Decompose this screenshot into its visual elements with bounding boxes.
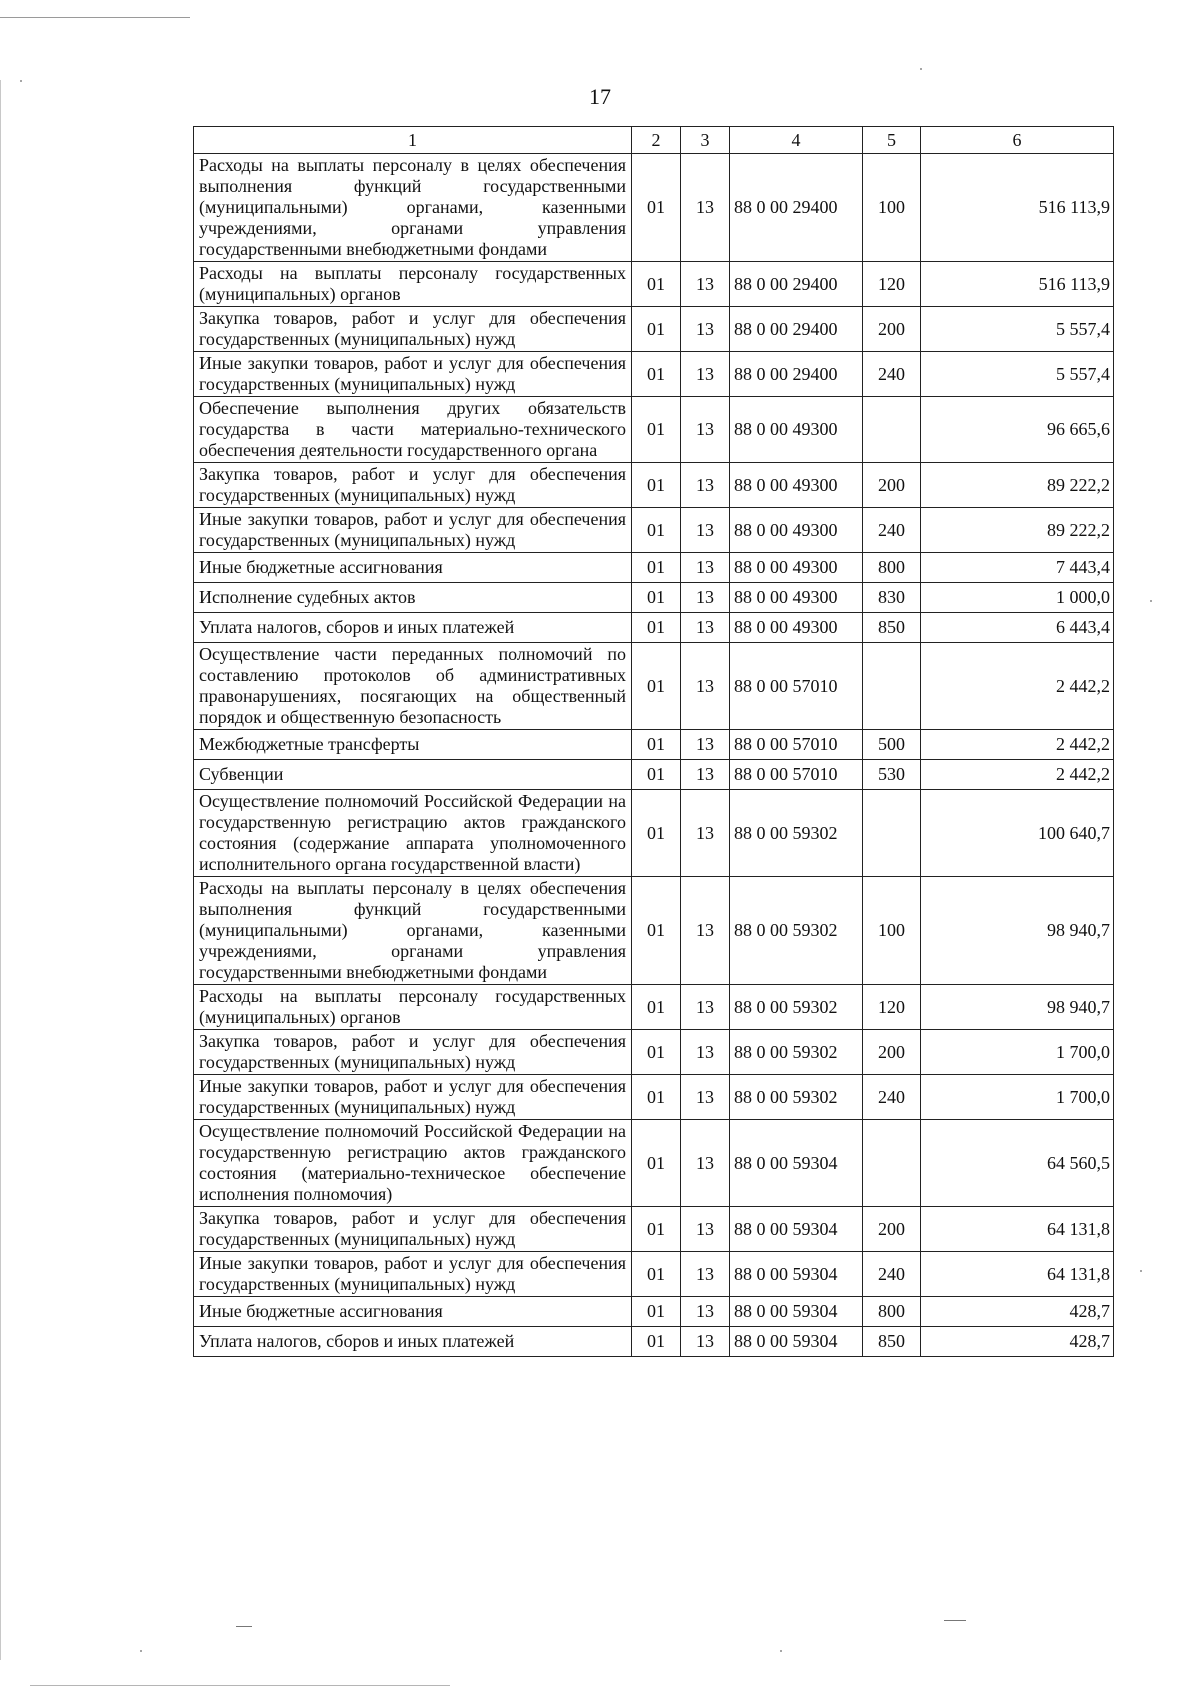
- row-name: Иные бюджетные ассигнования: [194, 553, 632, 583]
- row-amount: 100 640,7: [921, 790, 1114, 877]
- row-expense-type: 240: [863, 352, 921, 397]
- row-subsection: 13: [681, 613, 730, 643]
- row-amount: 98 940,7: [921, 985, 1114, 1030]
- row-subsection: 13: [681, 463, 730, 508]
- row-expense-type: 800: [863, 1297, 921, 1327]
- row-expense-type: 100: [863, 877, 921, 985]
- row-target: 88 0 00 59304: [730, 1252, 863, 1297]
- row-amount: 5 557,4: [921, 307, 1114, 352]
- row-subsection: 13: [681, 508, 730, 553]
- table-row: [194, 262, 1114, 307]
- row-target: 88 0 00 49300: [730, 583, 863, 613]
- row-section: 01: [632, 583, 681, 613]
- scan-artifact-dot: [780, 1650, 782, 1652]
- table-row: [194, 643, 1114, 730]
- column-header-section: 2: [632, 127, 681, 154]
- row-section: 01: [632, 1207, 681, 1252]
- row-section: 01: [632, 1327, 681, 1357]
- row-section: 01: [632, 985, 681, 1030]
- scan-artifact-dot: [1150, 600, 1152, 602]
- row-target: 88 0 00 57010: [730, 760, 863, 790]
- row-expense-type: 850: [863, 1327, 921, 1357]
- column-header-expense-type: 5: [863, 127, 921, 154]
- row-name: Иные закупки товаров, работ и услуг для обеспечения государственных (муниципальных) нужд: [194, 1075, 632, 1120]
- row-target: 88 0 00 29400: [730, 352, 863, 397]
- table-row: [194, 1327, 1114, 1357]
- row-subsection: 13: [681, 760, 730, 790]
- row-expense-type: 120: [863, 262, 921, 307]
- row-section: 01: [632, 760, 681, 790]
- table-row: [194, 613, 1114, 643]
- row-expense-type: [863, 1120, 921, 1207]
- row-subsection: 13: [681, 262, 730, 307]
- row-section: 01: [632, 262, 681, 307]
- row-target: 88 0 00 59302: [730, 790, 863, 877]
- table-row: [194, 154, 1114, 262]
- row-subsection: 13: [681, 307, 730, 352]
- row-name: Закупка товаров, работ и услуг для обеспечения государственных (муниципальных) нужд: [194, 1030, 632, 1075]
- row-name: Уплата налогов, сборов и иных платежей: [194, 613, 632, 643]
- row-section: 01: [632, 877, 681, 985]
- table-row: [194, 1297, 1114, 1327]
- row-section: 01: [632, 352, 681, 397]
- row-subsection: 13: [681, 1207, 730, 1252]
- row-target: 88 0 00 59302: [730, 877, 863, 985]
- row-amount: 428,7: [921, 1327, 1114, 1357]
- row-target: 88 0 00 59304: [730, 1120, 863, 1207]
- row-section: 01: [632, 1030, 681, 1075]
- row-target: 88 0 00 59302: [730, 985, 863, 1030]
- scan-artifact-dot: [20, 80, 22, 82]
- row-name: Расходы на выплаты персоналу в целях обеспечения выполнения функций государственными (муниципальными) органами, казенными учреждениями, органами управления государственными внебюджетными фондами: [194, 154, 632, 262]
- row-amount: 1 700,0: [921, 1075, 1114, 1120]
- row-name: Уплата налогов, сборов и иных платежей: [194, 1327, 632, 1357]
- table-row: [194, 730, 1114, 760]
- row-amount: 2 442,2: [921, 643, 1114, 730]
- scan-artifact-bottom-line: [30, 1685, 450, 1686]
- row-name: Осуществление полномочий Российской Федерации на государственную регистрацию актов гражданского состояния (содержание аппарата уполномоченного исполнительного органа государственной власти): [194, 790, 632, 877]
- table-row: [194, 1207, 1114, 1252]
- row-name: Иные закупки товаров, работ и услуг для обеспечения государственных (муниципальных) нужд: [194, 352, 632, 397]
- row-amount: 64 560,5: [921, 1120, 1114, 1207]
- row-expense-type: 850: [863, 613, 921, 643]
- row-section: 01: [632, 397, 681, 463]
- row-name: Исполнение судебных актов: [194, 583, 632, 613]
- row-section: 01: [632, 1252, 681, 1297]
- row-section: 01: [632, 1297, 681, 1327]
- row-target: 88 0 00 49300: [730, 463, 863, 508]
- row-section: 01: [632, 154, 681, 262]
- row-expense-type: [863, 790, 921, 877]
- row-target: 88 0 00 29400: [730, 262, 863, 307]
- scan-artifact-dash-left: [236, 1626, 252, 1627]
- page-number: 17: [589, 84, 611, 109]
- row-amount: 89 222,2: [921, 463, 1114, 508]
- table-row: [194, 463, 1114, 508]
- row-section: 01: [632, 553, 681, 583]
- row-amount: 2 442,2: [921, 730, 1114, 760]
- row-name: Закупка товаров, работ и услуг для обеспечения государственных (муниципальных) нужд: [194, 1207, 632, 1252]
- row-amount: 1 000,0: [921, 583, 1114, 613]
- table-row: [194, 307, 1114, 352]
- table-row: [194, 583, 1114, 613]
- row-subsection: 13: [681, 1327, 730, 1357]
- row-section: 01: [632, 643, 681, 730]
- scan-artifact-dot: [920, 68, 922, 70]
- row-amount: 64 131,8: [921, 1207, 1114, 1252]
- row-target: 88 0 00 59302: [730, 1075, 863, 1120]
- row-name: Закупка товаров, работ и услуг для обеспечения государственных (муниципальных) нужд: [194, 463, 632, 508]
- row-name: Расходы на выплаты персоналу государственных (муниципальных) органов: [194, 262, 632, 307]
- row-subsection: 13: [681, 397, 730, 463]
- row-expense-type: 240: [863, 1075, 921, 1120]
- row-target: 88 0 00 49300: [730, 508, 863, 553]
- scan-artifact-dot: [140, 1650, 142, 1652]
- row-expense-type: [863, 397, 921, 463]
- row-amount: 64 131,8: [921, 1252, 1114, 1297]
- column-header-target: 4: [730, 127, 863, 154]
- row-expense-type: 830: [863, 583, 921, 613]
- table-row: [194, 397, 1114, 463]
- table-row: [194, 1120, 1114, 1207]
- row-expense-type: 200: [863, 307, 921, 352]
- scan-artifact-top-line: [0, 17, 190, 18]
- row-amount: 6 443,4: [921, 613, 1114, 643]
- row-expense-type: 200: [863, 1030, 921, 1075]
- row-name: Обеспечение выполнения других обязательств государства в части материально-технического обеспечения деятельности государственного органа: [194, 397, 632, 463]
- row-target: 88 0 00 59304: [730, 1327, 863, 1357]
- row-subsection: 13: [681, 643, 730, 730]
- row-name: Субвенции: [194, 760, 632, 790]
- row-section: 01: [632, 1075, 681, 1120]
- table-row: [194, 508, 1114, 553]
- row-section: 01: [632, 1120, 681, 1207]
- row-target: 88 0 00 59304: [730, 1297, 863, 1327]
- row-target: 88 0 00 49300: [730, 397, 863, 463]
- table-row: [194, 1030, 1114, 1075]
- row-expense-type: [863, 643, 921, 730]
- row-name: Межбюджетные трансферты: [194, 730, 632, 760]
- table-row: [194, 877, 1114, 985]
- column-header-subsection: 3: [681, 127, 730, 154]
- row-expense-type: 240: [863, 1252, 921, 1297]
- row-amount: 96 665,6: [921, 397, 1114, 463]
- table-row: [194, 1252, 1114, 1297]
- row-amount: 89 222,2: [921, 508, 1114, 553]
- row-subsection: 13: [681, 1120, 730, 1207]
- row-name: Осуществление полномочий Российской Федерации на государственную регистрацию актов гражданского состояния (материально-техническое обеспечение исполнения полномочия): [194, 1120, 632, 1207]
- scan-artifact-dash-right: [944, 1620, 966, 1621]
- row-target: 88 0 00 49300: [730, 613, 863, 643]
- row-subsection: 13: [681, 1252, 730, 1297]
- row-section: 01: [632, 508, 681, 553]
- row-amount: 7 443,4: [921, 553, 1114, 583]
- row-section: 01: [632, 307, 681, 352]
- table-row: [194, 985, 1114, 1030]
- row-target: 88 0 00 59304: [730, 1207, 863, 1252]
- row-target: 88 0 00 57010: [730, 730, 863, 760]
- row-subsection: 13: [681, 877, 730, 985]
- row-name: Расходы на выплаты персоналу в целях обеспечения выполнения функций государственными (муниципальными) органами, казенными учреждениями, органами управления государственными внебюджетными фондами: [194, 877, 632, 985]
- row-subsection: 13: [681, 1030, 730, 1075]
- row-target: 88 0 00 29400: [730, 154, 863, 262]
- row-subsection: 13: [681, 1297, 730, 1327]
- row-subsection: 13: [681, 154, 730, 262]
- row-expense-type: 200: [863, 1207, 921, 1252]
- row-subsection: 13: [681, 553, 730, 583]
- row-expense-type: 120: [863, 985, 921, 1030]
- table-row: [194, 760, 1114, 790]
- row-name: Осуществление части переданных полномочий по составлению протоколов об административных правонарушениях, посягающих на общественный порядок и общественную безопасность: [194, 643, 632, 730]
- row-amount: 1 700,0: [921, 1030, 1114, 1075]
- row-amount: 516 113,9: [921, 154, 1114, 262]
- row-name: Закупка товаров, работ и услуг для обеспечения государственных (муниципальных) нужд: [194, 307, 632, 352]
- row-amount: 428,7: [921, 1297, 1114, 1327]
- row-name: Иные закупки товаров, работ и услуг для обеспечения государственных (муниципальных) нужд: [194, 1252, 632, 1297]
- row-expense-type: 800: [863, 553, 921, 583]
- table-row: [194, 1075, 1114, 1120]
- row-amount: 98 940,7: [921, 877, 1114, 985]
- row-name: Иные бюджетные ассигнования: [194, 1297, 632, 1327]
- table-row: [194, 553, 1114, 583]
- row-expense-type: 100: [863, 154, 921, 262]
- column-header-amount: 6: [921, 127, 1114, 154]
- row-name: Иные закупки товаров, работ и услуг для обеспечения государственных (муниципальных) нужд: [194, 508, 632, 553]
- row-target: 88 0 00 59302: [730, 1030, 863, 1075]
- row-subsection: 13: [681, 352, 730, 397]
- row-expense-type: 200: [863, 463, 921, 508]
- row-subsection: 13: [681, 583, 730, 613]
- column-header-name: 1: [194, 127, 632, 154]
- table-row: [194, 790, 1114, 877]
- row-subsection: 13: [681, 790, 730, 877]
- row-section: 01: [632, 613, 681, 643]
- row-target: 88 0 00 49300: [730, 553, 863, 583]
- scan-artifact-dot: [1140, 1270, 1142, 1272]
- row-amount: 2 442,2: [921, 760, 1114, 790]
- row-target: 88 0 00 29400: [730, 307, 863, 352]
- row-section: 01: [632, 790, 681, 877]
- row-section: 01: [632, 463, 681, 508]
- row-subsection: 13: [681, 985, 730, 1030]
- row-amount: 516 113,9: [921, 262, 1114, 307]
- budget-table: [193, 126, 1114, 1357]
- row-name: Расходы на выплаты персоналу государственных (муниципальных) органов: [194, 985, 632, 1030]
- row-section: 01: [632, 730, 681, 760]
- row-subsection: 13: [681, 1075, 730, 1120]
- row-expense-type: 240: [863, 508, 921, 553]
- row-target: 88 0 00 57010: [730, 643, 863, 730]
- table-row: [194, 352, 1114, 397]
- row-amount: 5 557,4: [921, 352, 1114, 397]
- row-expense-type: 530: [863, 760, 921, 790]
- scan-artifact-left-line: [0, 80, 1, 1660]
- row-subsection: 13: [681, 730, 730, 760]
- table-header-row: [194, 127, 1114, 154]
- row-expense-type: 500: [863, 730, 921, 760]
